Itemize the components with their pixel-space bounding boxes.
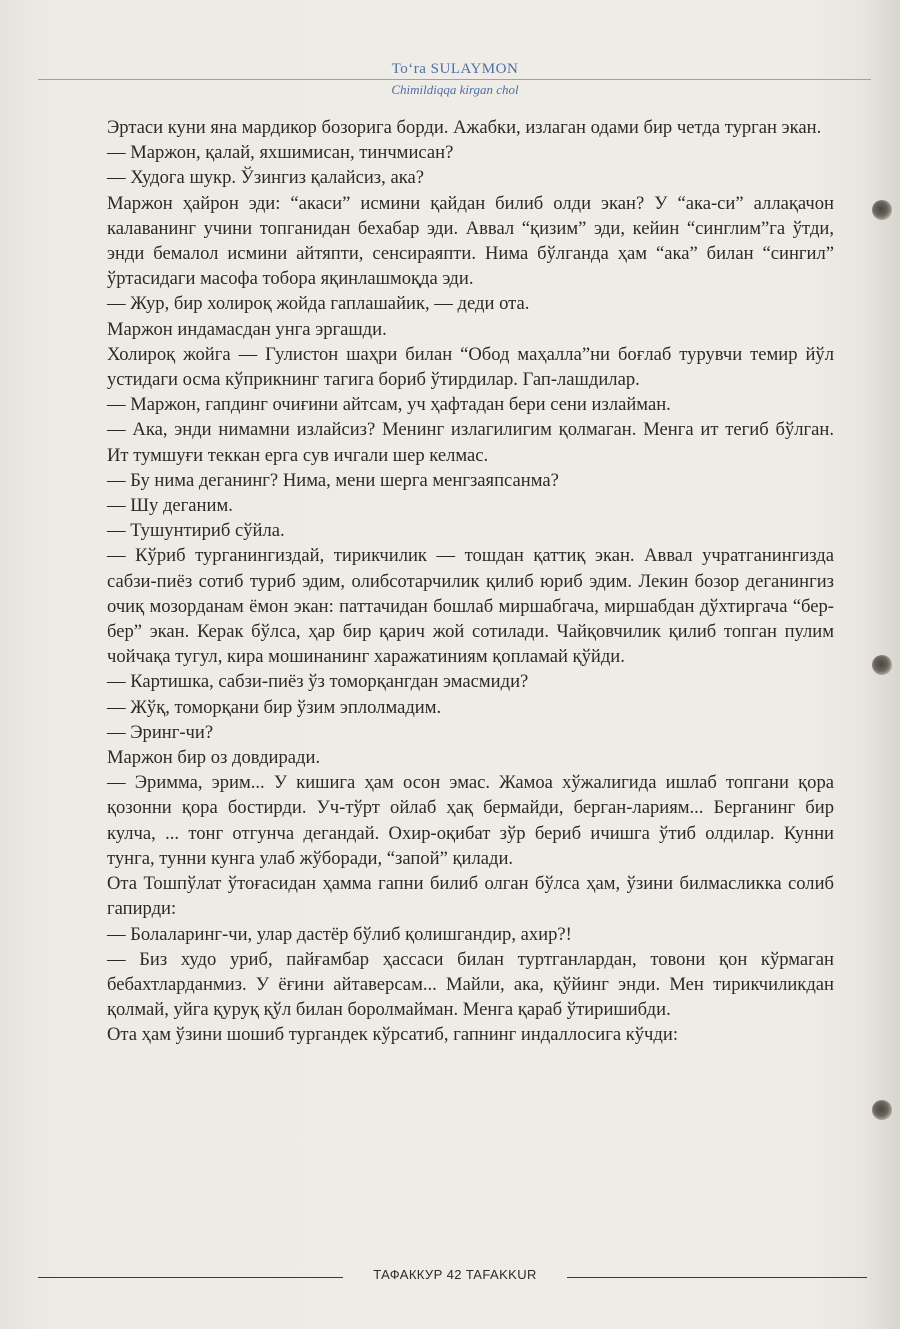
dialogue-line: — Жўқ, томорқани бир ўзим эплолмадим. (107, 696, 442, 718)
dialogue-line: — Эринг-чи? (107, 721, 214, 743)
dialogue-line: — Картишка, сабзи-пиёз ўз томорқангдан эмасмиди? (107, 671, 529, 693)
paragraph: Эртаси куни яна мардикор бозорига борди. Ажабки, излаган одами бир четда турган экан. (107, 117, 822, 138)
dialogue-line: — Маржон, гапдинг очиғини айтсам, уч ҳафтадан бери сени излайман. (107, 394, 671, 416)
paragraph: Маржон бир оз довдиради. (107, 747, 321, 769)
dialogue-line: — Эримма, эрим... У кишига ҳам осон эмас. Жамоа хўжалигида ишлаб топгани қора қозонни қора бостирди. Уч-тўрт ойлаб ҳақ бермайди, берган-лариям... Берганинг бир кулча, ... тонг отгунча дегандай. Охир-оқибат зўр бериб ичишга ўтиб олдилар. Кунни тунга, тунни кунга улаб жўборади, “запой” қилади. (107, 772, 834, 869)
paragraph: Холироқ жойга — Гулистон шаҳри билан “Обод маҳалла”ни боғлаб турувчи темир йўл устидаги осма кўприкнинг тагига бориб ўтирдилар. Гап-лашдилар. (107, 343, 834, 391)
header-rule (38, 79, 871, 80)
paragraph: Маржон индамасдан унга эргашди. (107, 318, 387, 340)
running-header-author: To‘ra SULAYMON (391, 61, 519, 77)
dialogue-line: — Ака, энди нимамни излайсиз? Менинг излагилигим қолмаган. Менга ит тегиб бўлган. Ит тумшуғи теккан ерга сув ичгали шер келмас. (107, 419, 834, 466)
dialogue-line: — Маржон, қалай, яхшимисан, тинчмисан? (107, 142, 454, 164)
story-body (107, 115, 834, 1048)
dialogue-line: — Шу деганим. (107, 495, 233, 517)
dialogue-line: — Кўриб турганингиздай, тирикчилик — тошдан қаттиқ экан. Аввал учратганингизда сабзи-пиёз сотиб туриб эдим, олибсотарчилик қилиб юриб эдим. Лекин бозор деганингиз очиқ мозорданам ёмон экан: паттачидан бошлаб миршабгача, миршабдан дўхтиргача “бер-бер” экан. Керак бўлса, ҳар бир қарич жой сотилади. Чайқовчилик қилиб топган пулим чойчақа тугул, кира мошинанинг харажатиниям қопламай қўйди. (107, 545, 834, 668)
binder-hole (872, 1100, 892, 1120)
dialogue-line: — Худога шукр. Ўзингиз қалайсиз, ака? (107, 167, 424, 189)
running-header-title: Chimildiqqa kirgan chol (391, 82, 519, 97)
page-footer: ТАФАККУР 42 TAFAKKUR (373, 1267, 537, 1282)
paragraph: Ота ҳам ўзини шошиб тургандек кўрсатиб, гапнинг индаллосига кўчди: (107, 1024, 678, 1046)
paragraph: Ота Тошпўлат ўтоғасидан ҳамма гапни билиб олган бўлса ҳам, ўзини билмасликка солиб гапирди: (107, 873, 834, 920)
dialogue-line: — Болаларинг-чи, улар дастёр бўлиб қолишгандир, ахир?! (107, 923, 572, 945)
footer-rule-right (567, 1277, 867, 1278)
dialogue-line: — Тушунтириб сўйла. (107, 520, 285, 542)
footer-rule-left (38, 1277, 343, 1278)
binder-hole (872, 200, 892, 220)
dialogue-line: — Бу нима деганинг? Нима, мени шерга менгзаяпсанма? (107, 469, 559, 491)
binder-hole (872, 655, 892, 675)
dialogue-line: — Биз худо уриб, пайғамбар ҳассаси билан туртганлардан, товони қон кўрмаган бебахтларданмиз. У ёғини айтаверсам... Майли, ака, қўйинг энди. Мен тирикчиликдан қолмай, уйга қуруқ қўл билан боролмайман. Менга қараб ўтиришибди. (107, 948, 834, 1021)
paragraph: Маржон ҳайрон эди: “акаси” исмини қайдан билиб олди экан? У “ака-си” аллақачон калаванинг учини топганидан бехабар эди. Аввал “қизим” эди, кейин “синглим”га ўтди, энди бемалол исмини айтяпти, сенсираяпти. Нима бўлганда ҳам “ака” билан “сингил” ўртасидаги масофа тобора яқинлашмоқда эди. (107, 192, 834, 290)
dialogue-line: — Жур, бир холироқ жойда гаплашайик, — деди ота. (107, 293, 530, 315)
